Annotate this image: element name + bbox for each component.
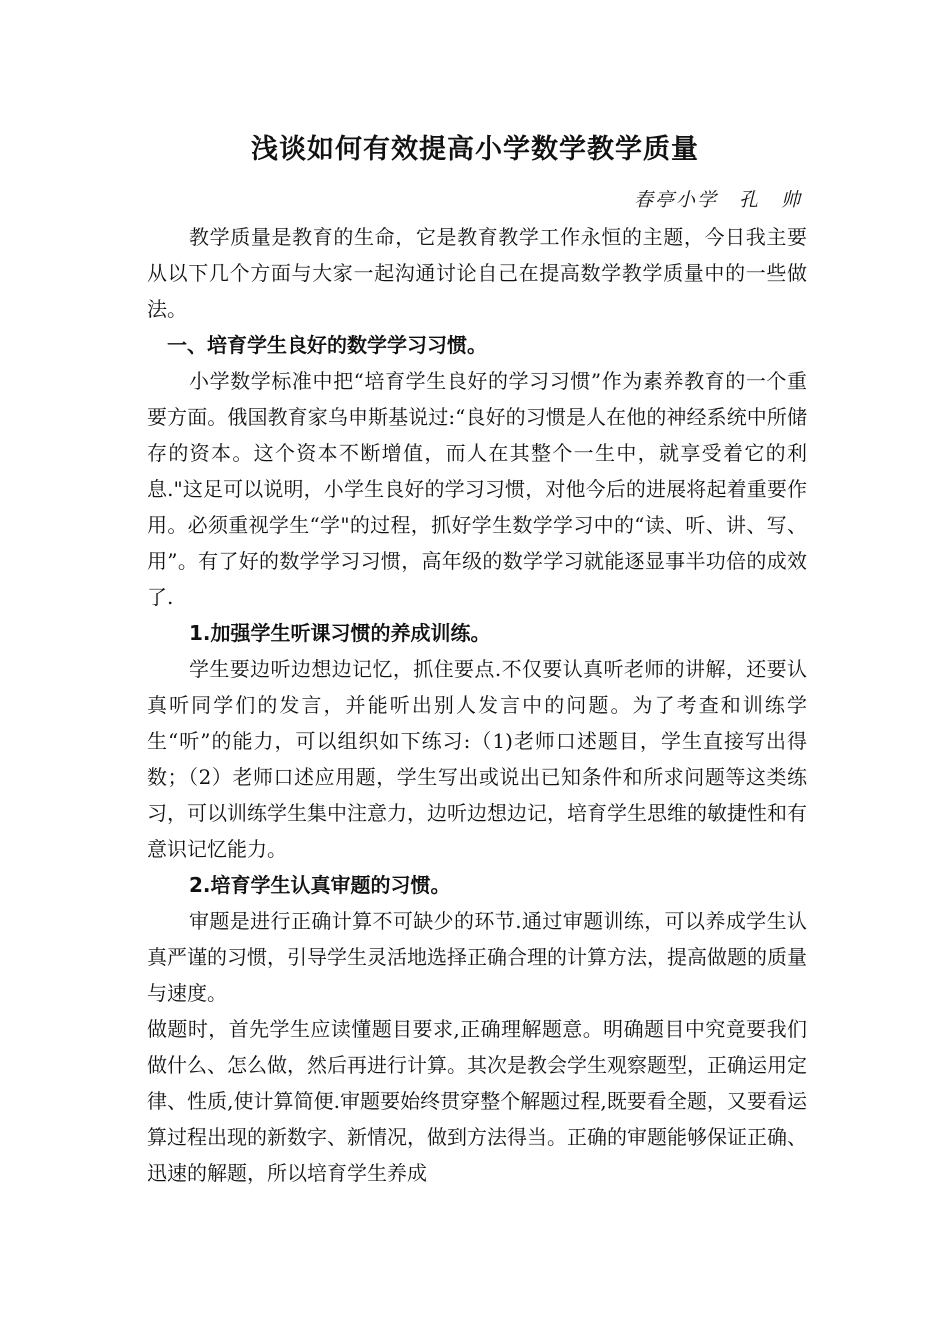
document-author: 春亭小学 孔 帅 (633, 189, 802, 211)
document-title: 浅谈如何有效提高小学数学教学质量 (251, 134, 699, 165)
section-heading-1: 一、培育学生良好的数学学习习惯。 (167, 333, 487, 357)
body-paragraph: 小学数学标准中把“培育学生良好的学习习惯”作为素养教育的一个重要方面。俄国教育家乌申斯基说过:“良好的习惯是人在他的神经系统中所储存的资本。这个资本不断增值，而人在其整个一生中，就享受着它的利息."这足可以说明，小学生良好的学习习惯，对他今后的进展将起着重要作用。必须重视学生“学"的过程，抓好学生数学学习中的“读、听、讲、写、用”。有了好的数学学习习惯，高年级的数学学习就能逐显事半功倍的成效了. (147, 369, 807, 609)
subsection-heading-2: 2.培育学生认真审题的习惯。 (189, 873, 451, 897)
body-paragraph: 做题时，首先学生应读懂题目要求,正确理解题意。明确题目中究竟要我们做什么、怎么做，然后再进行计算。其次是教会学生观察题型，正确运用定律、性质,使计算简便.审题要始终贯穿整个解题过程,既要看全题，又要看运算过程出现的新数字、新情况，做到方法得当。正确的审题能够保证正确、迅速的解题，所以培育学生养成 (147, 1017, 807, 1185)
document-body (147, 219, 807, 1191)
body-paragraph: 学生要边听边想边记忆，抓住要点.不仅要认真听老师的讲解，还要认真听同学们的发言，并能听出别人发言中的问题。为了考查和训练学生“听”的能力，可以组织如下练习:（1)老师口述题目，学生直接写出得数；（2）老师口述应用题，学生写出或说出已知条件和所求问题等这类练习，可以训练学生集中注意力，边听边想边记，培育学生思维的敏捷性和有意识记忆能力。 (147, 657, 807, 861)
intro-paragraph: 教学质量是教育的生命，它是教育教学工作永恒的主题，今日我主要从以下几个方面与大家一起沟通讨论自己在提高数学教学质量中的一些做法。 (147, 225, 807, 321)
body-paragraph: 审题是进行正确计算不可缺少的环节.通过审题训练，可以养成学生认真严谨的习惯，引导学生灵活地选择正确合理的计算方法，提高做题的质量与速度。 (147, 909, 807, 1005)
subsection-heading-1: 1.加强学生听课习惯的养成训练。 (189, 621, 491, 645)
